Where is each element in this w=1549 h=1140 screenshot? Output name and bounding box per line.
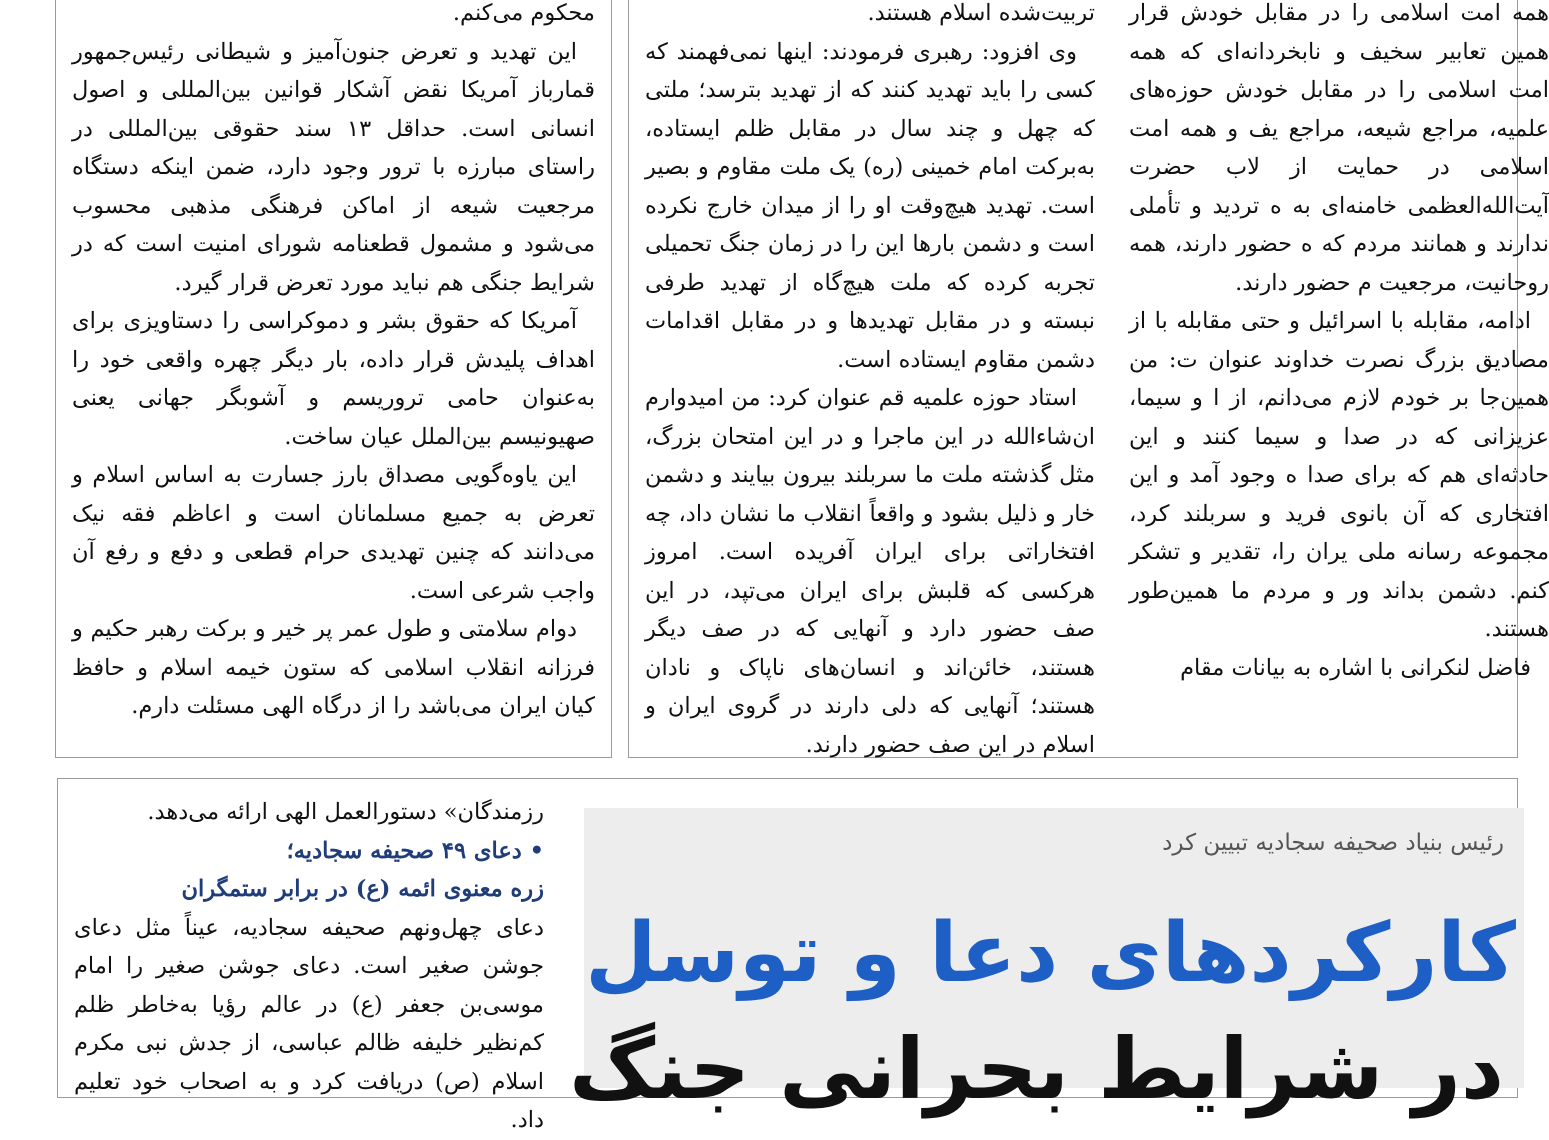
main-headline-line2: در شرایط بحرانی جنگ [569, 1020, 1504, 1118]
left-article-box [55, 0, 612, 758]
right-paragraph: فاضل لنکرانی با اشاره به بیانات مقام [1180, 654, 1531, 681]
middle-column-text [645, 0, 1095, 758]
middle-paragraph: استاد حوزه علمیه قم عنوان کرد: من امیدوارم ان‌شاءالله در این ماجرا و در این امتحان بزرگ، مثل گذشته ملت ما سربلند بیرون بیایند و دشمن خار و ذلیل بشود و واقعاً انقلاب ما نشان داد، چه افتخاراتی برای ایران آفریده است. امروز هرکسی که قلبش برای ایران می‌تپد، در این صف حضور دارد و آنهایی که در صف دیگر هستند، خائن‌اند و انسان‌های ناپاک و نادان هستند؛ آنهایی که دلی دارند در گروی ایران و اسلام در این صف حضور دارند. [645, 385, 1095, 758]
bottom-intro: رزمندگان» دستورالعمل الهی ارائه می‌دهد. [147, 799, 544, 825]
bottom-body: دعای چهل‌ونهم صحیفه سجادیه، عیناً مثل دعای جوشن صغیر است. دعای جوشن صغیر را امام موسی‌بن جعفر (ع) در عالم رؤیا به‌خاطر ظلم کم‌نظیر خلیفه ظالم عباسی، از جدش نبی مکرم اسلام (ص) دریافت کرد و به اصحاب خود تعلیم داد. [74, 914, 544, 1133]
main-headline: کارکردهای دعا و توسل [585, 906, 1516, 1001]
right-article-box [628, 0, 1549, 758]
left-column-text [72, 0, 595, 739]
bullet-dot-icon: • [521, 837, 544, 864]
right-paragraph: همه امت اسلامی را در مقابل خودش قرار همین تعابیر سخیف و نابخردانه‌ای که همه امت اسلامی را در مقابل خودش حوزه‌های علمیه، مراجع شیعه، مراجع یف و همه امت اسلامی در حمایت از لاب حضرت آیت‌الله‌العظمی خامنه‌ای به ه تردید و تأملی ندارند و همانند مردم که ه حضور دارند، همه روحانیت، مرجعیت م حضور دارند. [1129, 0, 1549, 296]
left-paragraph: دوام سلامتی و طول عمر پر خیر و برکت رهبر حکیم و فرزانه انقلاب اسلامی که ستون خیمه اسلام و حافظ کیان ایران می‌باشد را از درگاه الهی مسئلت دارم. [72, 616, 595, 719]
headline-kicker: رئیس بنیاد صحیفه سجادیه تبیین کرد [1162, 830, 1504, 856]
headline-block [569, 808, 1524, 1118]
middle-paragraph: تربیت‌شده اسلام هستند. [867, 0, 1095, 26]
bottom-left-column-text [74, 793, 544, 1133]
bottom-subhead-line2: زره معنوی ائمه (ع) در برابر ستمگران [181, 876, 544, 902]
bottom-subhead-line1 [74, 832, 544, 871]
bottom-subhead-text: دعای ۴۹ صحیفه سجادیه؛ [286, 837, 522, 864]
right-column-text [1129, 0, 1549, 739]
left-paragraph: آمریکا که حقوق بشر و دموکراسی را دستاویزی برای اهداف پلیدش قرار داده، بار دیگر چهره واقعی خود را به‌عنوان حامی تروریسم و آشوبگر جهانی یعنی صهیونیسم بین‌الملل عیان ساخت. [72, 308, 595, 450]
middle-paragraph: وی افزود: رهبری فرمودند: اینها نمی‌فهمند که کسی را باید تهدید کنند که از تهدید بترسد؛ ملتی که چهل و چند سال در مقابل ظلم ایستاده، به‌برکت امام خمینی (ره) یک ملت مقاوم و بصیر است. تهدید هیچ‌وقت او را از میدان خارج نکرده است و دشمن بارها این را در زمان جنگ تحمیلی تجربه کرده که ملت هیچ‌گاه از تهدید طرفی نبسته و در مقابل تهدیدها و در مقابل اقدامات دشمن مقاوم ایستاده است. [645, 38, 1095, 373]
left-paragraph: این تهدید و تعرض جنون‌آمیز و شیطانی رئیس‌جمهور قمارباز آمریکا نقض آشکار قوانین بین‌المللی و اصول انسانی است. حداقل ۱۳ سند حقوقی بین‌المللی در راستای مبارزه با ترور وجود دارد، ضمن اینکه دستگاه مرجعیت شیعه از اماکن فرهنگی مذهبی محسوب می‌شود و مشمول قطعنامه شورای امنیت است که در شرایط جنگی هم نباید مورد تعرض قرار گیرد. [72, 38, 595, 296]
right-paragraph: ادامه، مقابله با اسرائیل و حتی مقابله با از مصادیق بزرگ نصرت خداوند عنوان ت: من همین‌جا بر خودم لازم می‌دانم، از ا و سیما، عزیزانی که در صدا و سیما کنند و این حادثه‌ای هم که برای صدا ه وجود آمد و این افتخاری که آن بانوی فرید و سربلند کرد، مجموعه رسانه ملی یران را، تقدیر و تشکر کنم. دشمن بداند ور و مردم ما همین‌طور هستند. [1129, 308, 1549, 642]
left-paragraph: این یاوه‌گویی مصداق بارز جسارت به اساس اسلام و تعرض به جمیع مسلمانان است و اعاظم فقه نیک می‌دانند که چنین تهدیدی حرام قطعی و دفع و رفع آن واجب شرعی است. [72, 462, 595, 604]
left-paragraph: محکوم می‌کنم. [452, 0, 595, 26]
